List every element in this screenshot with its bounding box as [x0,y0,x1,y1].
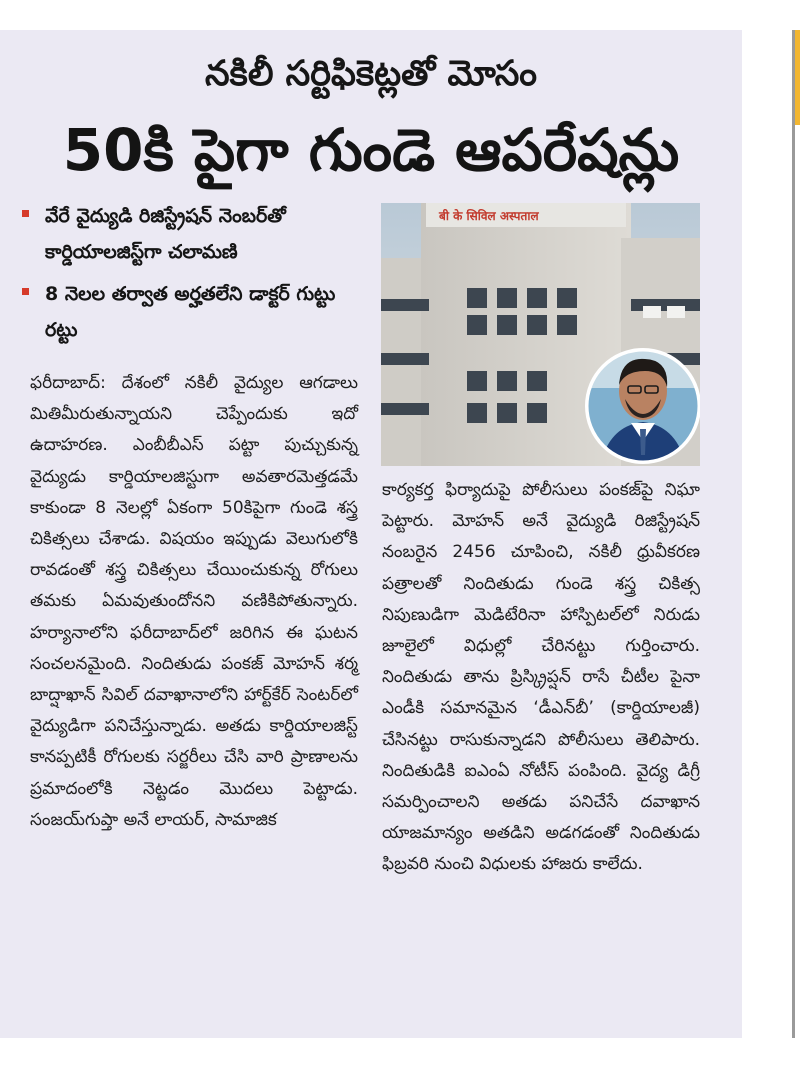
highlight-text: 8 నెలల తర్వాత అర్హతలేని డాక్టర్ గుట్టు రట్టు [45,283,336,341]
article-body-column-left: ఫరీదాబాద్: దేశంలో నకిలీ వైద్యుల ఆగడాలు మితిమీరుతున్నాయని చెప్పేందుకు ఇదో ఉదాహరణ. ఎంబీబీఎస్ పట్టా పుచ్చుకున్న వైద్యుడు కార్డియాలజిస్టుగా అవతారమెత్తడమే కాకుండా 8 నెలల్లో ఏకంగా 50కిపైగా గుండె శస్త్ర చికిత్సలు చేశాడు. విషయం ఇప్పుడు వెలుగులోకి రావడంతో శస్త్ర చికిత్సలు చేయించుకున్న రోగులు తమకు ఏమవుతుందోనని వణికిపోతున్నారు. హర్యానాలోని ఫరీదాబాద్‌లో జరిగిన ఈ ఘటన సంచలనమైంది. నిందితుడు పంకజ్ మోహన్ శర్మ బాద్షాఖాన్ సివిల్ దవాఖానాలోని హార్ట్‌కేర్ సెంటర్‌లో వైద్యుడిగా పనిచేస్తున్నాడు. అతడు కార్డియాలజిస్ట్ కానప్పటికీ రోగులకు సర్జరీలు చేసి వారి ప్రాణాలను ప్రమాదంలోకి నెట్టడం మొదలు పెట్టాడు. సంజయ్‌గుప్తా అనే లాయర్, సామాజిక [30,373,358,830]
highlight-bullet [22,198,367,270]
hospital-photo [381,203,700,466]
highlight-bullet [22,276,367,348]
article-body-column-right: కార్యకర్త ఫిర్యాదుపై పోలీసులు పంకజ్‌పై నిఘా పెట్టారు. మోహన్ అనే వైద్యుడి రిజిస్ట్రేషన్ నంబరైన 2456 చూపించి, నకిలీ ధ్రువీకరణ పత్రాలతో నిందితుడు గుండె శస్త్ర చికిత్స నిపుణుడిగా మెడిటేరినా హాస్పిటల్‌లో నిరుడు జూలైలో విధుల్లో చేరినట్టు గుర్తించారు. నిందితుడు తాను ప్రిస్క్రిప్షన్ రాసే చీటీల పైనా ఎండీకి సమానమైన ‘డీఎన్‌బీ’ (కార్డియాలజీ) చేసినట్టు రాసుకున్నాడని పోలీసులు తెలిపారు. నిందితుడికి ఐఎంఏ నోటీస్ పంపింది. వైద్య డిగ్రీ సమర్పించాలని అతడు పనిచేసే దవాఖాన యాజమాన్యం అతడిని అడగడంతో నిందితుడు ఫిబ్రవరి నుంచి విధులకు హాజరు కాలేదు. [382,480,700,875]
hospital-photo-illustration [381,203,700,466]
bullet-square-icon [22,210,29,217]
next-column-border [792,30,795,1038]
bullet-square-icon [22,288,29,295]
hospital-sign-text: बी के सिविल अस्पताल [439,209,539,223]
highlight-text: వేరే వైద్యుడి రిజిస్ట్రేషన్ నెంబర్‌తో కార్డియాలజిస్ట్‌గా చలామణి [45,205,286,263]
article-headline: 50కి పైగా గుండె ఆపరేషన్లు [62,116,680,184]
next-column-accent-tab [795,30,800,125]
article-kicker: నకిలీ సర్టిఫికెట్లతో మోసం [204,54,538,94]
highlight-bullets [22,198,367,354]
